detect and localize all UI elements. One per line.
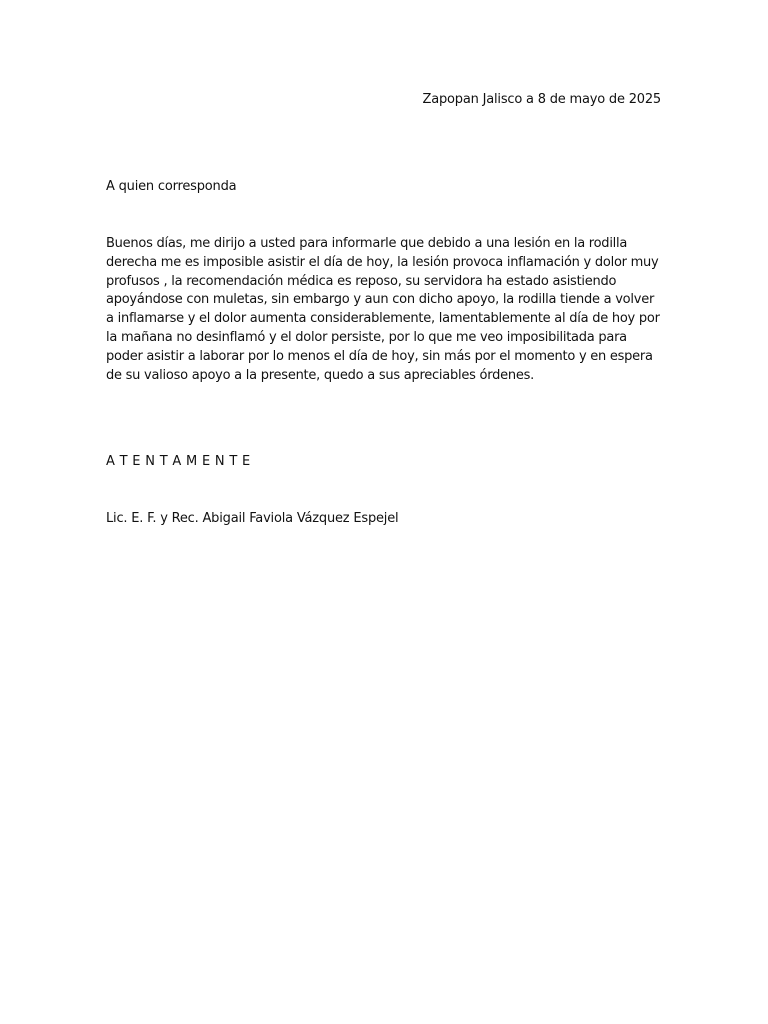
closing: A T E N T A M E N T E xyxy=(106,454,251,469)
greeting: A quien corresponda xyxy=(106,179,237,194)
letter-body: Buenos días, me dirijo a usted para informarle que debido a una lesión en la rodilla derecha me es imposible asistir el día de hoy, la lesión provoca inflamación y dolor muy profusos , la recomendación médica es reposo, su servidora ha estado asistiendo apoyándose con muletas, sin embargo y aun con dicho apoyo, la rodilla tiende a volver a inflamarse y el dolor aumenta considerablemente, lamentablemente al día de hoy por la mañana no desinflamó y el dolor persiste, por lo que me veo imposibilitada para poder asistir a laborar por lo menos el día de hoy, sin más por el momento y en espera de su valioso apoyo a la presente, quedo a sus apreciables órdenes. xyxy=(106,236,660,383)
date-line: Zapopan Jalisco a 8 de mayo de 2025 xyxy=(422,92,661,107)
signature: Lic. E. F. y Rec. Abigail Faviola Vázquez Espejel xyxy=(106,511,399,526)
